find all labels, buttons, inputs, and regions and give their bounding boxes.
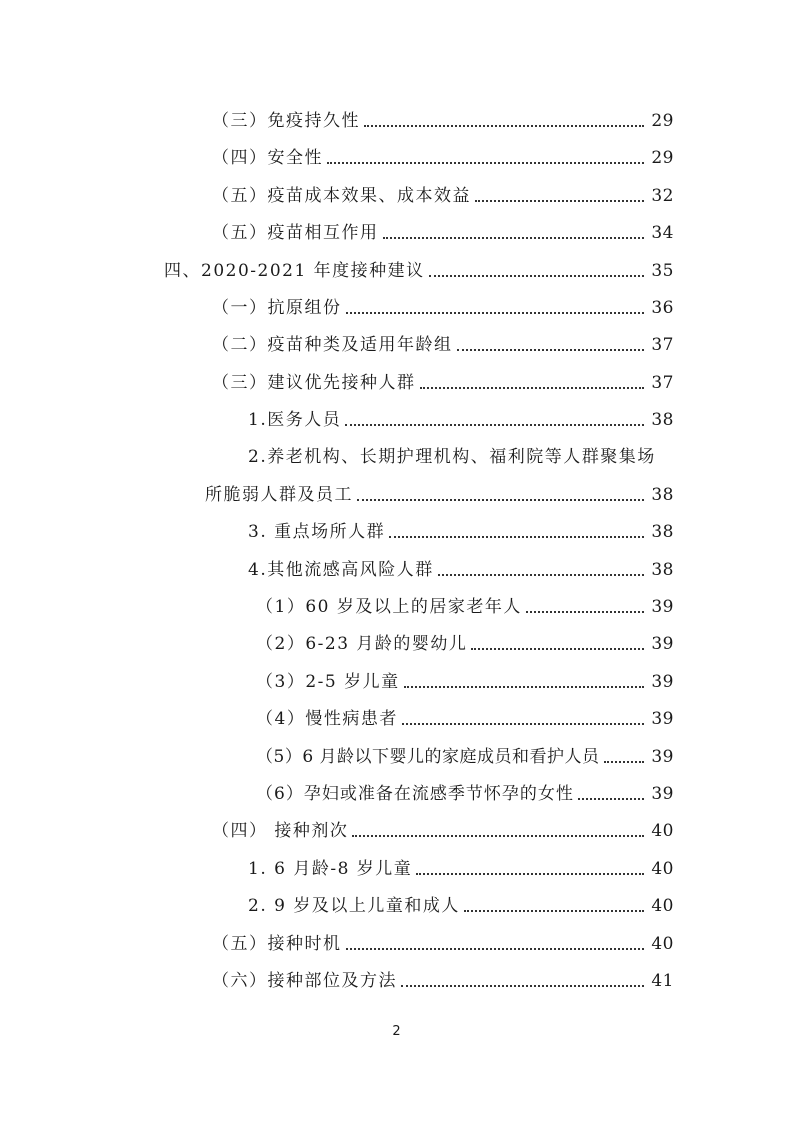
toc-entry-label: （五）疫苗成本效果、成本效益 [212,186,471,206]
leader-dots [364,124,644,127]
toc-entry-label: 2.养老机构、长期护理机构、福利院等人群聚集场 [248,447,656,467]
toc-entry[interactable] [256,702,674,730]
toc-entry-label: （6）孕妇或准备在流感季节怀孕的女性 [256,784,574,804]
toc-entry-page: 29 [651,148,674,168]
toc-entry[interactable] [248,403,674,431]
toc-entry-label: （四）安全性 [212,148,323,168]
leader-dots [352,834,644,837]
leader-dots [345,423,644,426]
toc-entry[interactable] [212,291,674,319]
toc-entry[interactable] [212,366,674,394]
toc-entry[interactable] [248,852,674,880]
leader-dots [526,610,644,613]
leader-dots [578,797,644,800]
toc-entry-label: （六）接种部位及方法 [212,971,397,991]
leader-dots [475,199,644,202]
leader-dots [457,348,645,351]
toc-entry[interactable] [164,254,674,282]
toc-entry[interactable] [212,814,674,842]
toc-entry-page: 32 [651,186,674,206]
toc-entry-label: （五）疫苗相互作用 [212,223,379,243]
toc-entry-page: 37 [651,335,674,355]
toc-entry[interactable] [248,889,674,917]
toc-entry-label: 4.其他流感高风险人群 [248,560,434,580]
page-number: 2 [392,1024,401,1039]
toc-entry-label: 1. 6 月龄-8 岁儿童 [248,859,413,879]
toc-entry[interactable] [212,927,674,955]
toc-entry-page: 39 [651,634,674,654]
toc-entry-label: （五）接种时机 [212,934,342,954]
toc-entry-label: 2. 9 岁及以上儿童和成人 [248,896,460,916]
toc-entry[interactable] [212,141,674,169]
toc-entry-page: 39 [651,672,674,692]
toc-entry[interactable] [212,216,674,244]
toc-entry-page: 40 [651,859,674,879]
leader-dots [416,872,644,875]
toc-entry-page: 38 [651,522,674,542]
toc-entry-page: 38 [651,560,674,580]
toc-entry-label: 1.医务人员 [248,410,342,430]
toc-entry-label: （二）疫苗种类及适用年龄组 [212,335,453,355]
toc-entry-page: 39 [651,597,674,617]
toc-entry-page: 37 [651,373,674,393]
leader-dots [404,685,644,688]
toc-entry-page: 39 [651,709,674,729]
leader-dots [429,274,644,277]
toc-entry-label: （三）免疫持久性 [212,111,360,131]
toc-entry-label: （一）抗原组份 [212,298,342,318]
toc-entry[interactable] [256,777,674,805]
leader-dots [383,236,645,239]
leader-dots [464,909,644,912]
toc-entry-label: （1）60 岁及以上的居家老年人 [256,597,522,617]
leader-dots [401,984,644,987]
toc-entry-label: （4）慢性病患者 [256,709,398,729]
toc-entry[interactable] [256,740,674,768]
toc-entry-page: 41 [651,971,674,991]
toc-entry[interactable] [212,104,674,132]
toc-entry[interactable] [248,515,674,543]
toc-entry-page: 40 [651,934,674,954]
leader-dots [346,311,645,314]
toc-entry[interactable] [256,665,674,693]
toc-entry-page: 35 [651,261,674,281]
toc-entry[interactable] [256,590,674,618]
toc-entry-page: 29 [651,111,674,131]
toc-entry-page: 39 [651,784,674,804]
toc-entry-label: （5）6 月龄以下婴儿的家庭成员和看护人员 [256,747,600,767]
toc-entry-label: （三）建议优先接种人群 [212,373,416,393]
toc-entry-page: 38 [651,410,674,430]
toc-entry-page: 40 [651,896,674,916]
toc-entry[interactable] [205,478,674,506]
toc-entry-label: 3. 重点场所人群 [248,522,386,542]
toc-entry-label: 四、2020-2021 年度接种建议 [164,261,425,281]
leader-dots [471,647,644,650]
toc-entry-label: （2）6-23 月龄的婴幼儿 [256,634,468,654]
leader-dots [389,535,644,538]
toc-entry-label: 所脆弱人群及员工 [205,485,353,505]
leader-dots [604,760,644,763]
toc-entry[interactable] [212,328,674,356]
toc-entry-page: 38 [651,485,674,505]
toc-entry-wrapped-line[interactable] [248,440,674,468]
toc-entry-page: 36 [651,298,674,318]
leader-dots [346,947,645,950]
toc-entry-label: （3）2-5 岁儿童 [256,672,400,692]
leader-dots [438,573,644,576]
toc-entry-page: 40 [651,821,674,841]
toc-entry[interactable] [248,553,674,581]
toc-entry-page: 39 [651,747,674,767]
toc-entry[interactable] [212,964,674,992]
toc-entry-page: 34 [651,223,674,243]
leader-dots [402,722,644,725]
leader-dots [327,161,644,164]
leader-dots [357,498,644,501]
leader-dots [420,386,645,389]
toc-entry[interactable] [256,627,674,655]
toc-entry[interactable] [212,179,674,207]
toc-entry-label: （四） 接种剂次 [212,821,349,841]
